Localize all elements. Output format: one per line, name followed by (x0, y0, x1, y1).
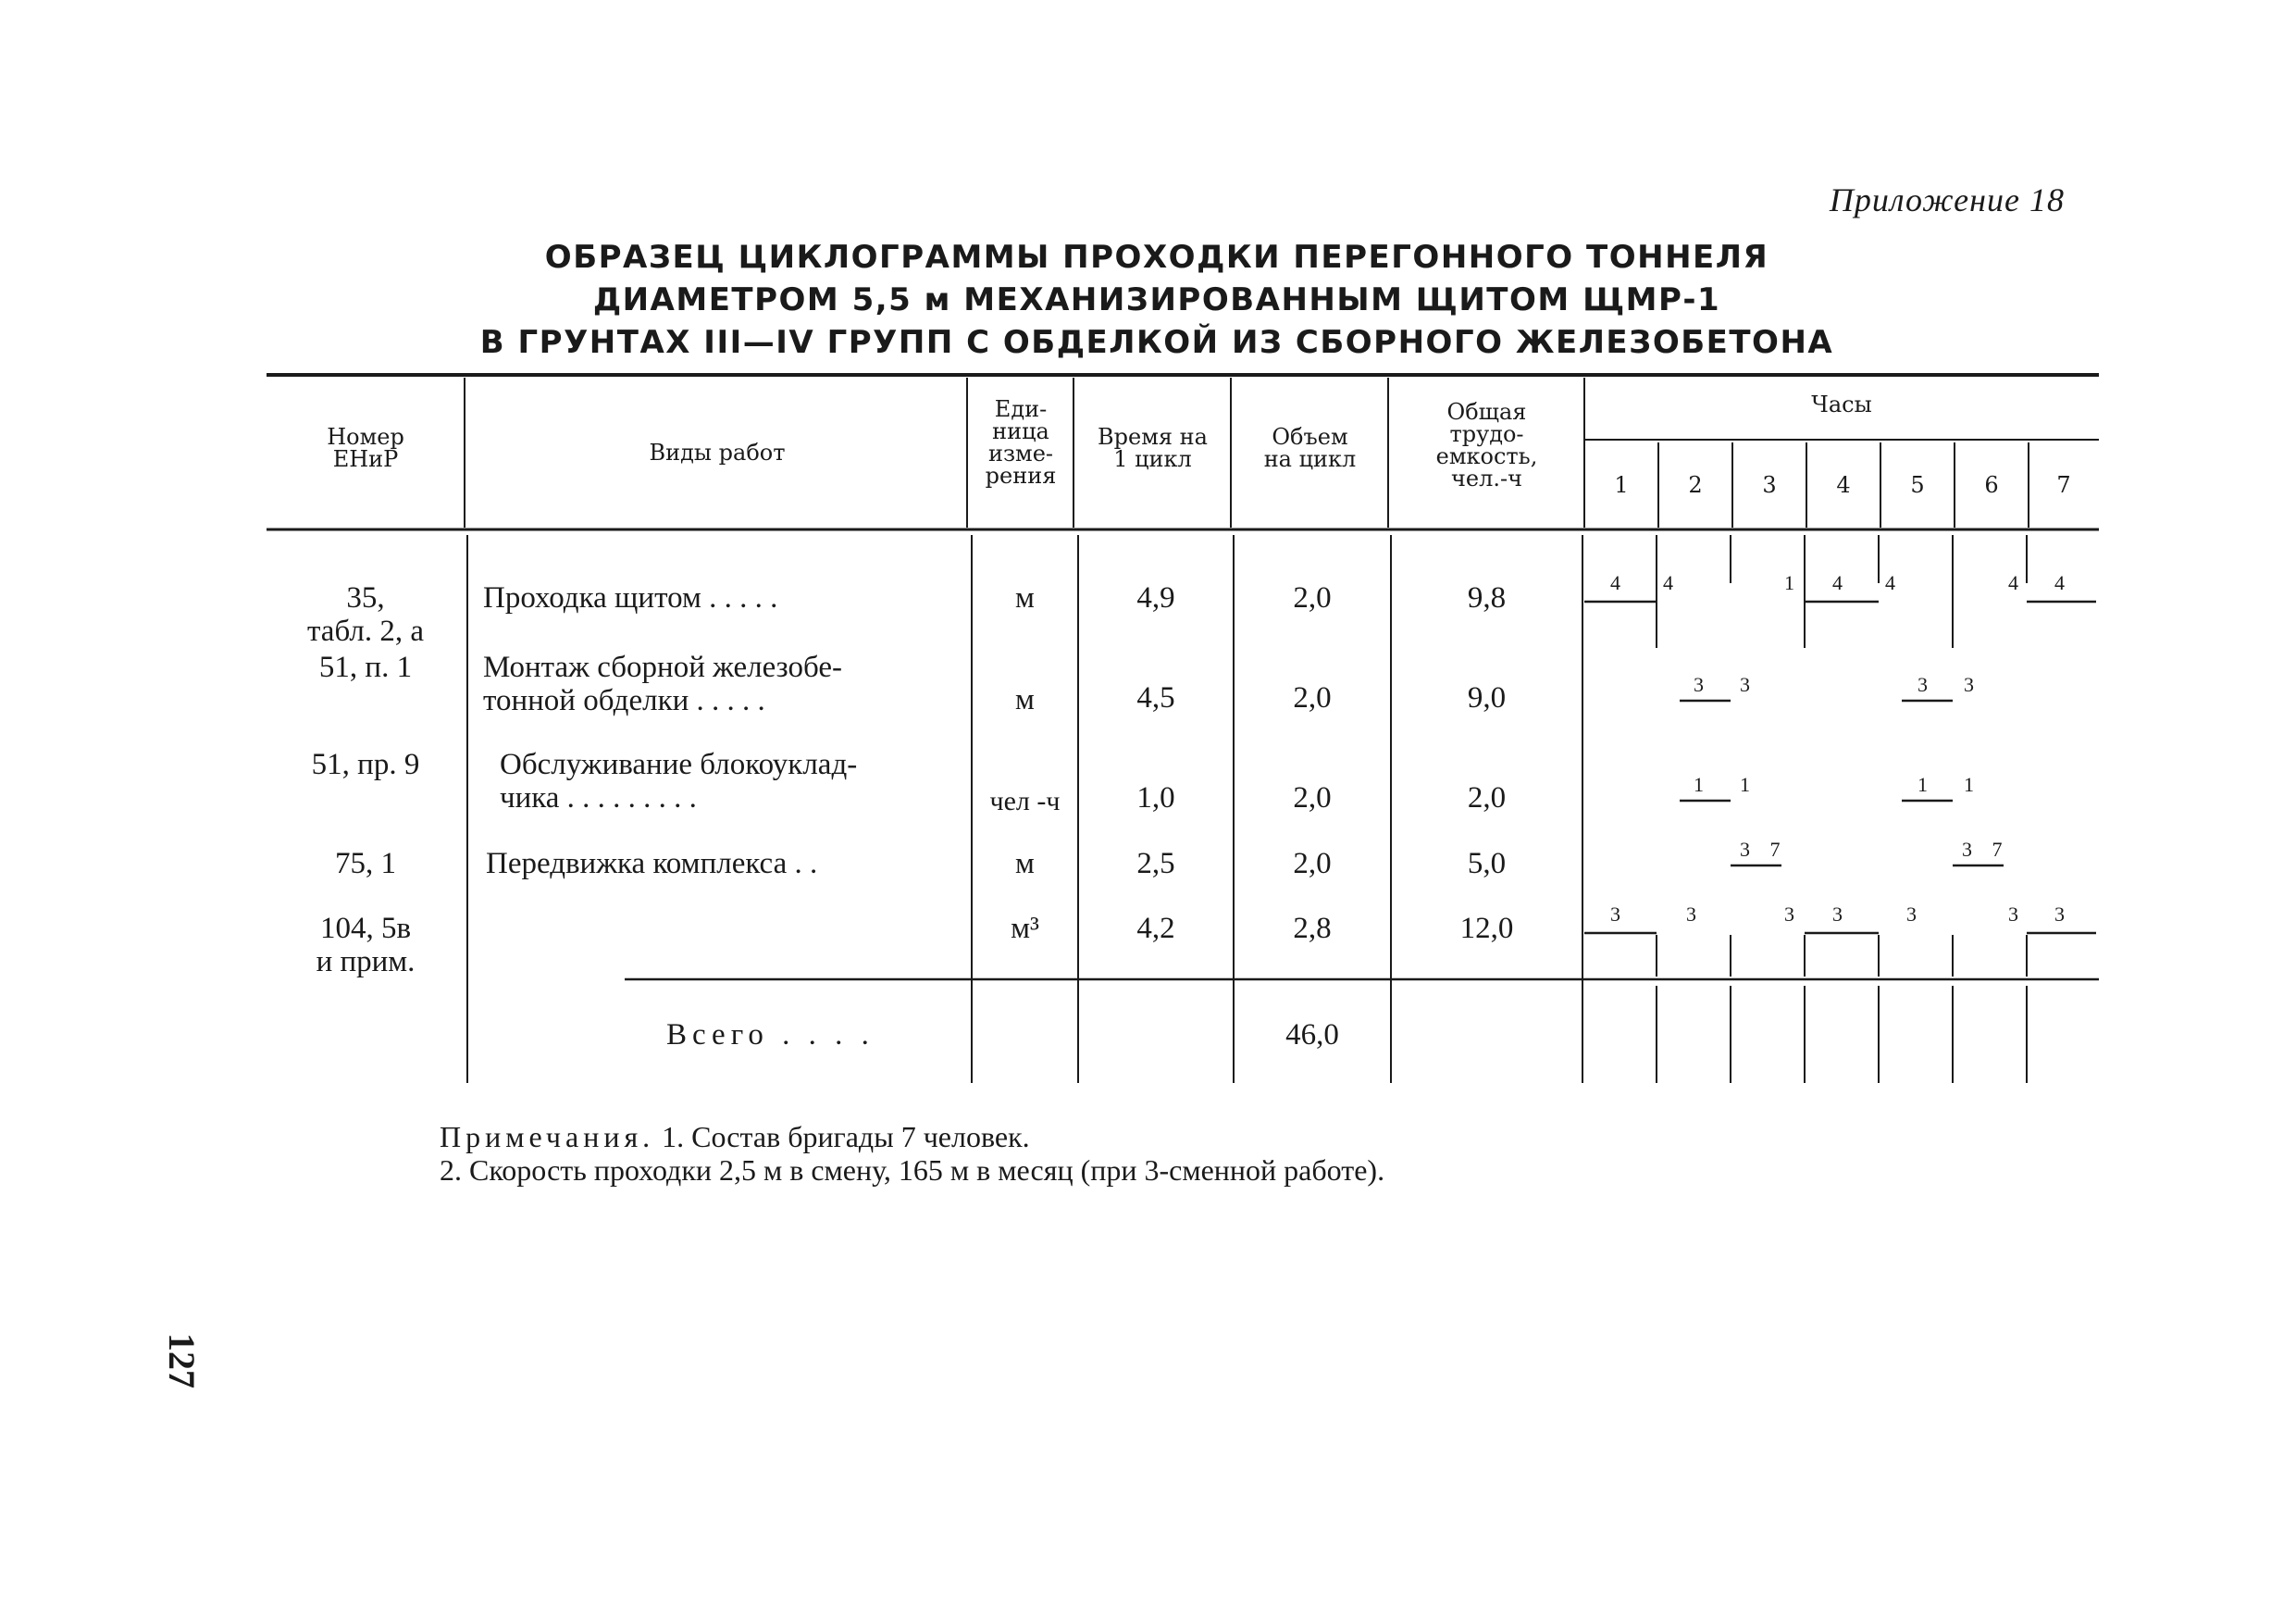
table-row-5-unit: м³ (1011, 912, 1039, 945)
title-line-3: В ГРУНТАХ III—IV ГРУПП С ОБДЕЛКОЙ ИЗ СБОРНОГО ЖЕЛЕЗОБЕТОНА (479, 324, 1834, 361)
table-row-3-volume: 2,0 (1293, 781, 1332, 815)
table-row-5-time: 4,2 (1136, 912, 1175, 945)
table-row-2-volume: 2,0 (1293, 681, 1332, 715)
cyclogram-label: 3 (2054, 902, 2065, 926)
cyclogram-label: 3 7 (1740, 838, 1788, 861)
table-row-5-volume: 2,8 (1293, 912, 1332, 945)
hour-number: 3 (1762, 472, 1777, 498)
cyclogram-label: 1 (1784, 571, 1794, 594)
table-row-3-time: 1,0 (1136, 781, 1175, 815)
table-row-4-enir: 75, 1 (335, 847, 396, 880)
table-row-1-unit: м (1015, 581, 1035, 615)
cyclogram-label: 3 (1694, 673, 1704, 696)
total-label: Всего . . . . (666, 1018, 875, 1052)
header-unit: Еди- ница изме- рения (985, 396, 1057, 489)
cyclogram-label: 3 (1784, 902, 1794, 926)
appendix-label: Приложение 18 (1829, 181, 2065, 218)
table-row-4-labor: 5,0 (1467, 847, 1507, 880)
header-work-type: Виды работ (649, 440, 786, 466)
table-row-4-time: 2,5 (1136, 847, 1175, 880)
header-time: Время на 1 цикл (1098, 424, 1208, 472)
table-row-3-unit: чел -ч (989, 786, 1061, 816)
notes-block (440, 1120, 1384, 1187)
table-row-3-enir: 51, пр. 9 (311, 748, 420, 781)
cyclogram-label: 3 (1832, 902, 1843, 926)
cyclogram-label: 3 (1964, 673, 1974, 696)
cyclogram-label: 3 7 (1962, 838, 2010, 861)
table-row-1-work: Проходка щитом . . . . . (483, 581, 778, 615)
table-row-5-enir: 104, 5в и прим. (316, 912, 416, 978)
cyclogram-label: 3 (2008, 902, 2018, 926)
table-row-3-labor: 2,0 (1467, 781, 1507, 815)
total-volume: 46,0 (1285, 1018, 1339, 1052)
hour-number: 6 (1984, 472, 1999, 498)
cyclogram-label: 3 (1740, 673, 1750, 696)
title-line-1: ОБРАЗЕЦ ЦИКЛОГРАММЫ ПРОХОДКИ ПЕРЕГОННОГО ТОННЕЛЯ (544, 239, 1769, 276)
header-enir: Номер ЕНиР (327, 424, 404, 472)
cyclogram-label: 1 (1964, 773, 1974, 796)
table-row-1-enir: 35, табл. 2, а (306, 581, 425, 648)
cyclogram-label: 1 (1917, 773, 1928, 796)
notes-line-1 (440, 1120, 1384, 1153)
table-row-1-time: 4,9 (1136, 581, 1175, 615)
header-hours: Часы (1811, 392, 1872, 417)
table-row-4-volume: 2,0 (1293, 847, 1332, 880)
table-row-1-labor: 9,8 (1467, 581, 1507, 615)
table-row-2-time: 4,5 (1136, 681, 1175, 715)
cyclogram-label: 4 (1663, 571, 1673, 594)
hour-number: 2 (1688, 472, 1703, 498)
hour-number: 7 (2056, 472, 2071, 498)
cyclogram-label: 3 (1917, 673, 1928, 696)
cyclogram-label: 4 (1832, 571, 1843, 594)
table-row-1-volume: 2,0 (1293, 581, 1332, 615)
notes-item-1: 1. Состав бригады 7 человек. (662, 1120, 1030, 1153)
hour-number: 5 (1910, 472, 1925, 498)
cyclogram-label: 4 (1885, 571, 1895, 594)
cyclogram-label: 4 (1610, 571, 1620, 594)
notes-item-2: 2. Скорость проходки 2,5 м в смену, 165 м в месяц (при 3-сменной работе). (440, 1153, 1385, 1187)
hour-number: 1 (1614, 472, 1629, 498)
table-row-4-unit: м (1015, 847, 1035, 880)
notes-heading: Примечания. (440, 1120, 655, 1153)
table-row-2-unit: м (1015, 683, 1035, 716)
header-volume: Объем на цикл (1263, 424, 1357, 472)
table-row-3-work: Обслуживание блокоуклад- чика . . . . . . . . . (500, 748, 858, 815)
page-number: 127 (161, 1333, 203, 1388)
header-labor: Общая трудо- емкость, чел.-ч (1435, 399, 1538, 492)
table-row-4-work: Передвижка комплекса . . (486, 847, 818, 880)
table-row-5-labor: 12,0 (1459, 912, 1514, 945)
title-line-2: ДИАМЕТРОМ 5,5 м МЕХАНИЗИРОВАННЫМ ЩИТОМ ЩМР-1 (592, 281, 1721, 318)
cyclogram-label: 3 (1906, 902, 1917, 926)
cyclogram-label: 3 (1686, 902, 1696, 926)
cyclogram-label: 3 (1610, 902, 1620, 926)
cyclogram-label: 1 (1740, 773, 1750, 796)
cyclogram-label: 1 (1694, 773, 1704, 796)
cyclogram-label: 4 (2054, 571, 2065, 594)
table-row-2-labor: 9,0 (1467, 681, 1507, 715)
hour-number: 4 (1836, 472, 1851, 498)
cyclogram-label: 4 (2008, 571, 2018, 594)
table-row-2-enir: 51, п. 1 (318, 651, 413, 684)
table-row-2-work: Монтаж сборной железобе- тонной обделки . . . . . (483, 651, 842, 717)
